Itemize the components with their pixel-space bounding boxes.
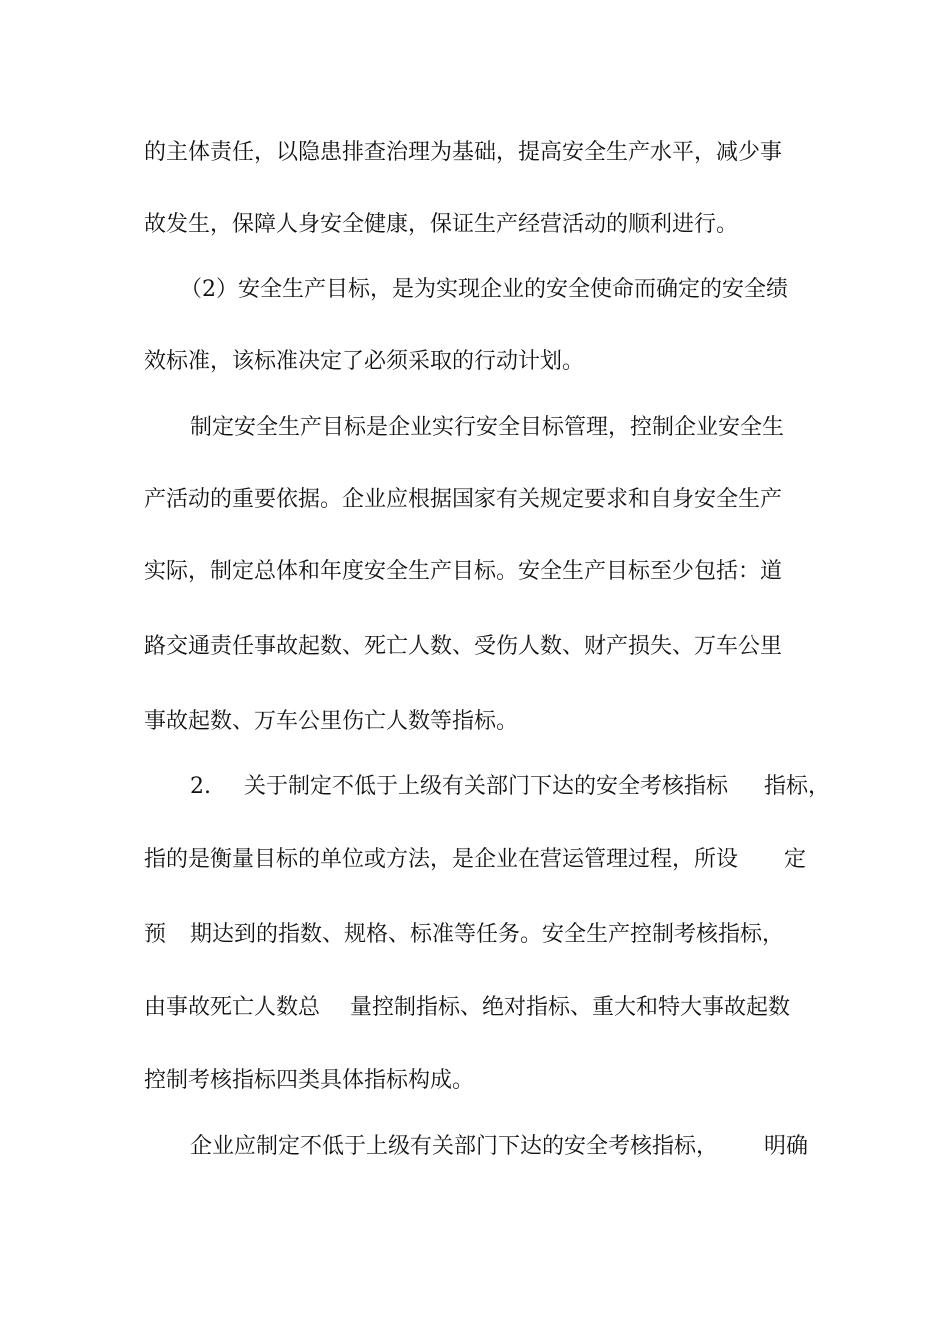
text-segment: 量控制指标、绝对指标、重大和特大事故起数 [350,995,791,1020]
text-line [0,270,950,310]
text-segment: 关于制定不低于上级有关部门下达的安全考核指标 [244,774,729,799]
text-line [0,702,950,742]
text-segment: 定 [784,847,807,872]
text-segment: 2. [190,774,211,799]
text-line [0,552,950,592]
text-segment: 制定安全生产目标是企业实行安全目标管理，控制企业安全生 [190,415,785,440]
text-line [0,767,950,807]
text-segment: 路交通责任事故起数、死亡人数、受伤人数、财产损失、万车公里 [144,634,783,659]
text-segment: 实际，制定总体和年度安全生产目标。安全生产目标至少包括：道 [144,559,783,584]
text-line [0,205,950,245]
text-line [0,915,950,955]
text-segment: （2）安全生产目标，是为实现企业的安全使命而确定的安全绩 [180,277,788,302]
text-line [0,342,950,382]
text-line [0,988,950,1028]
text-segment: 控制考核指标四类具体指标构成。 [144,1068,475,1093]
text-segment: 企业应制定不低于上级有关部门下达的安全考核指标， [190,1134,719,1159]
text-segment: 产活动的重要依据。企业应根据国家有关规定要求和自身安全生产 [144,487,783,512]
text-segment: 效标准，该标准决定了必须采取的行动计划。 [144,349,585,374]
text-segment: 期达到的指数、规格、标准等任务。安全生产控制考核指标， [190,922,785,947]
text-line [0,133,950,173]
text-segment: 事故起数、万车公里伤亡人数等指标。 [144,709,519,734]
text-segment: 故发生，保障人身安全健康，保证生产经营活动的顺利进行。 [144,212,739,237]
text-segment: 指的是衡量目标的单位或方法，是企业在营运管理过程，所设 [144,847,739,872]
text-line [0,1061,950,1101]
text-line [0,627,950,667]
text-segment: 的主体责任，以隐患排查治理为基础，提高安全生产水平，减少事 [144,140,783,165]
text-segment: 明确 [764,1134,809,1159]
text-segment: 由事故死亡人数总 [144,995,321,1020]
text-line [0,840,950,880]
text-segment: 指标， [764,774,831,799]
text-line [0,480,950,520]
text-line [0,1127,950,1167]
text-line [0,408,950,448]
text-segment: 预 [144,922,167,947]
